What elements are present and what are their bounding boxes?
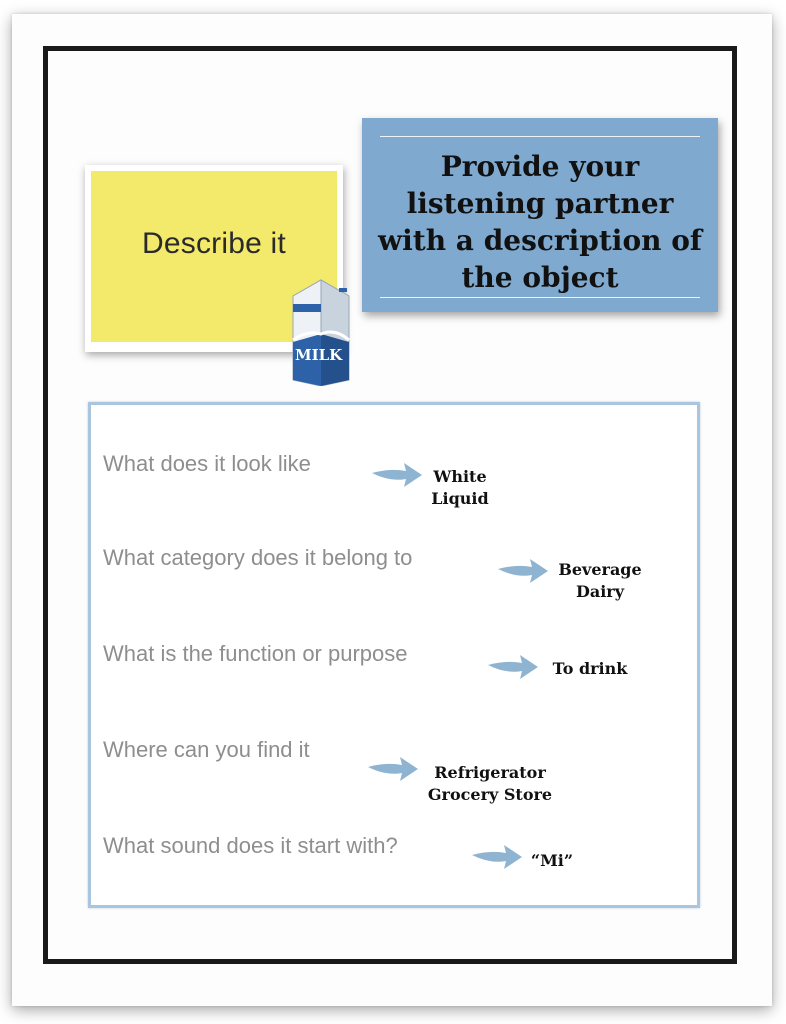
answer-line: White	[433, 467, 487, 486]
describe-it-label: Describe it	[142, 226, 286, 260]
question-category: What category does it belong to	[103, 545, 413, 570]
instruction-heading: Provide your listening partner with a description of the object	[378, 150, 702, 294]
arrow-right-icon	[486, 652, 540, 682]
instruction-card	[362, 118, 718, 312]
answer-where	[412, 762, 568, 806]
answer-line: Refrigerator	[434, 763, 546, 782]
answer-sound	[522, 850, 582, 872]
answer-function	[536, 658, 644, 680]
question-look-like: What does it look like	[103, 451, 311, 476]
question-sound: What sound does it start with?	[103, 833, 398, 858]
answer-line: To drink	[552, 659, 628, 678]
arrow-right-icon	[470, 842, 524, 872]
answer-category	[545, 559, 655, 603]
answer-line: Liquid	[431, 489, 489, 508]
instruction-bottom-rule	[380, 297, 700, 298]
arrow-right-icon	[496, 556, 550, 586]
milk-carton-label: MILK	[295, 346, 343, 364]
instruction-top-rule	[380, 136, 700, 137]
answer-line: Beverage	[558, 560, 642, 579]
milk-carton-icon	[287, 276, 355, 386]
question-function: What is the function or purpose	[103, 641, 408, 666]
answer-line: Dairy	[575, 582, 625, 601]
answer-look-like	[420, 466, 500, 510]
answer-line: Grocery Store	[427, 785, 553, 804]
arrow-right-icon	[370, 460, 424, 490]
question-where: Where can you find it	[103, 737, 310, 762]
answer-line: “Mi”	[530, 851, 574, 870]
